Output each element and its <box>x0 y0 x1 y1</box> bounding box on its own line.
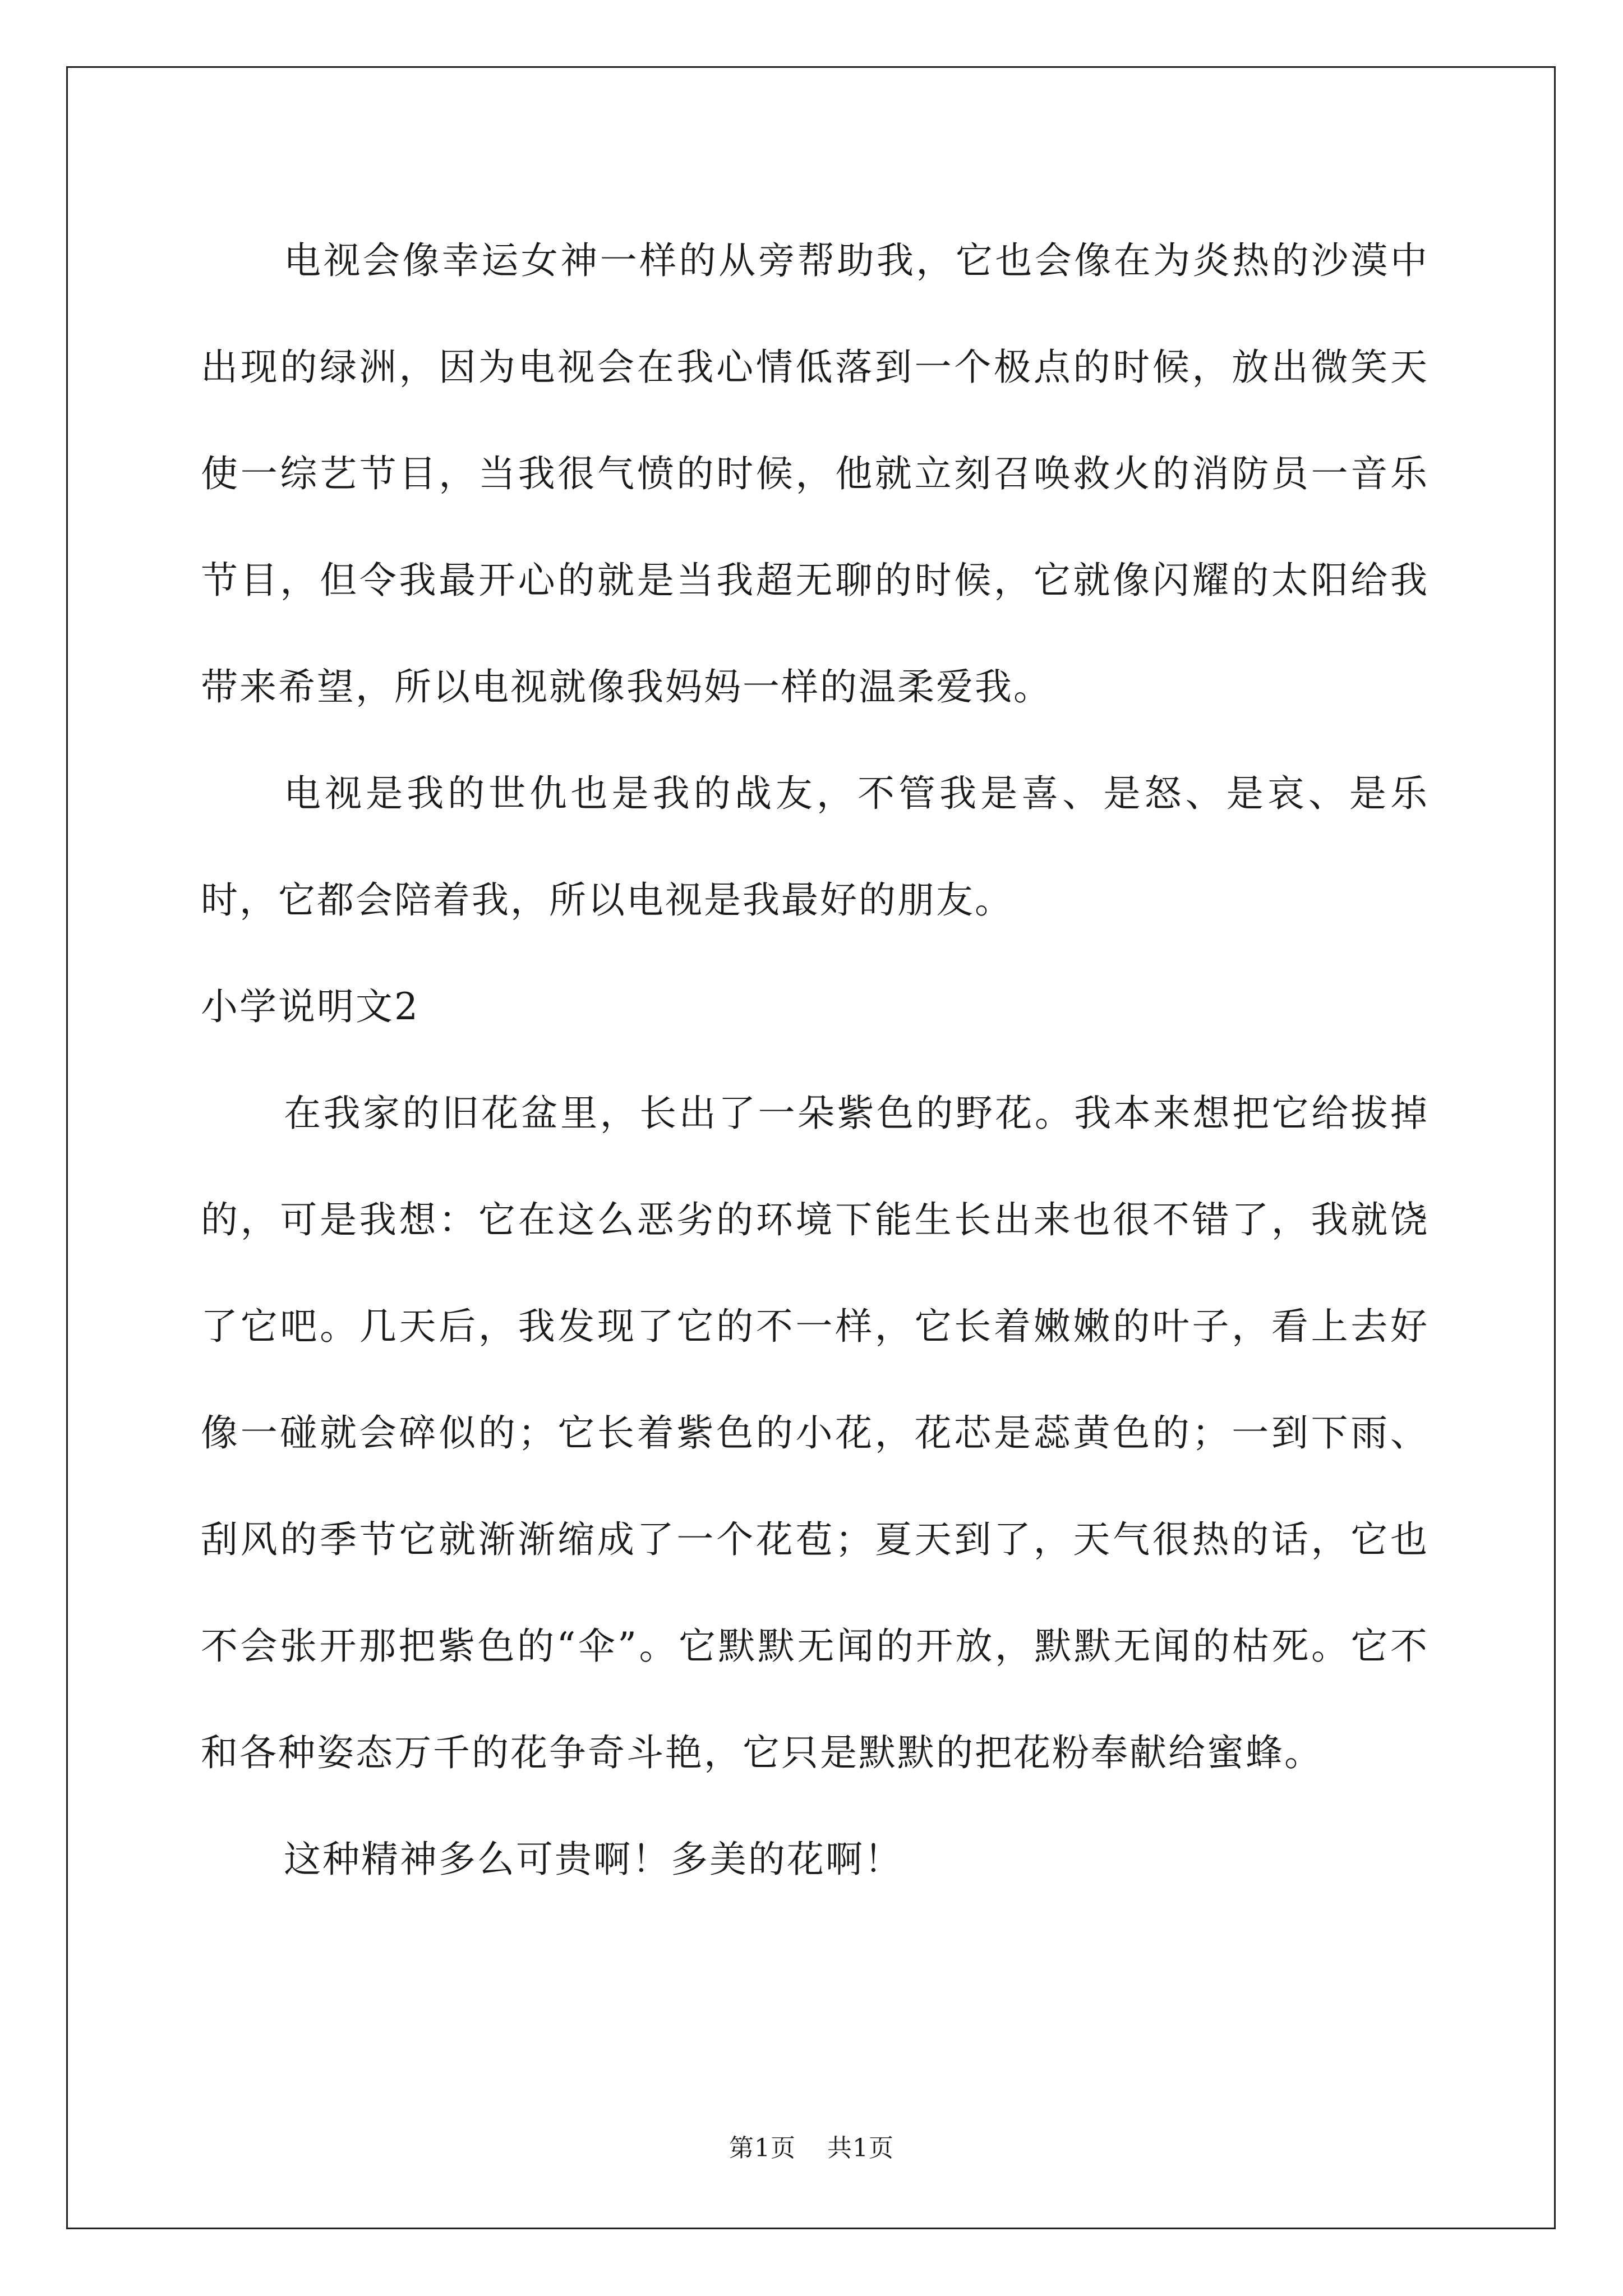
paragraph-tv-helper: 电视会像幸运女神一样的从旁帮助我，它也会像在为炎热的沙漠中出现的绿洲，因为电视会在我心情低落到一个极点的时候，放出微笑天使一综艺节目，当我很气愤的时候，他就立刻召唤救火的消防员一音乐节目，但令我最开心的就是当我超无聊的时候，它就像闪耀的太阳给我带来希望，所以电视就像我妈妈一样的温柔爱我。 <box>201 239 1429 708</box>
page-number-total: 共1页 <box>827 2134 894 2162</box>
page-number-current: 第1页 <box>729 2134 796 2162</box>
document-body <box>201 208 1429 1913</box>
page-footer <box>0 2132 1623 2165</box>
paragraph-tv-friend: 电视是我的世仇也是我的战友，不管我是喜、是怒、是哀、是乐时，它都会陪着我，所以电视是我最好的朋友。 <box>201 772 1429 922</box>
paragraph-conclusion: 这种精神多么可贵啊！多美的花啊！ <box>284 1838 903 1881</box>
paragraph-wildflower: 在我家的旧花盆里，长出了一朵紫色的野花。我本来想把它给拔掉的，可是我想：它在这么恶劣的环境下能生长出来也很不错了，我就饶了它吧。几天后，我发现了它的不一样，它长着嫩嫩的叶子，看上去好像一碰就会碎似的；它长着紫色的小花，花芯是蕊黄色的；一到下雨、刮风的季节它就渐渐缩成了一个花苞；夏天到了，天气很热的话，它也不会张开那把紫色的“伞”。它默默无闻的开放，默默无闻的枯死。它不和各种姿态万千的花争奇斗艳，它只是默默的把花粉奉献给蜜蜂。 <box>201 1092 1429 1774</box>
section-heading: 小学说明文2 <box>201 985 419 1028</box>
